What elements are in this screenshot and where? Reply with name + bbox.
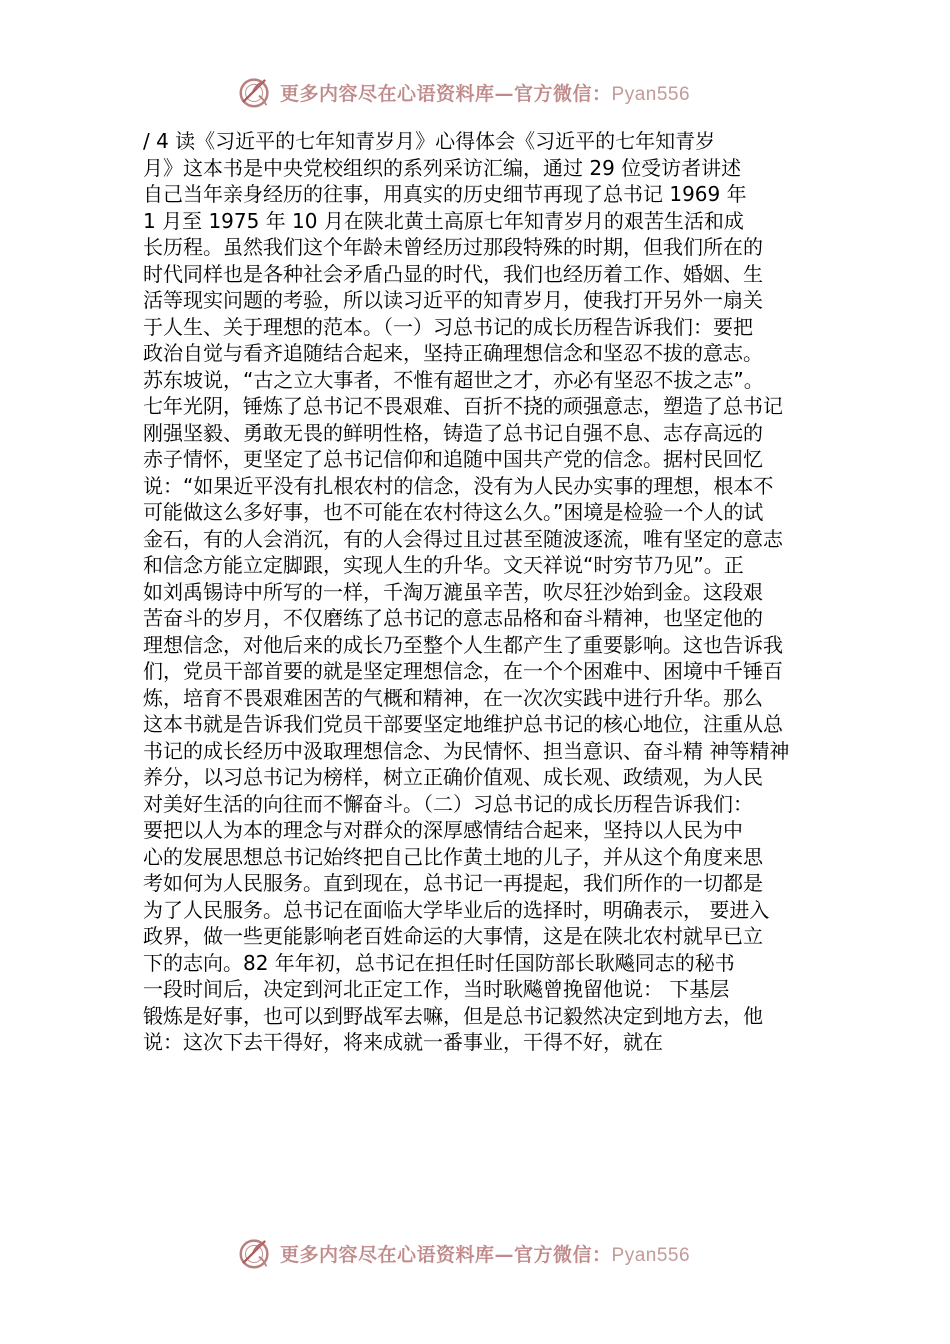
body-line: 政治自觉与看齐追随结合起来，坚持正确理想信念和坚忍不拔的意志。 <box>143 341 763 365</box>
document-body <box>143 128 818 1056</box>
body-line: 自己当年亲身经历的往事，用真实的历史细节再现了总书记 1969 年 <box>143 182 747 206</box>
body-line: 说：“如果近平没有扎根农村的信念，没有为人民办实事的理想，根本不 <box>143 473 774 498</box>
body-line: 说：这次下去干得好，将来成就一番事业，干得不好，就在 <box>143 1030 663 1054</box>
quill-circle-logo-icon <box>236 73 274 111</box>
body-line: 们，党员干部首要的就是坚定理想信念，在一个个困难中、困境中千锤百 <box>143 659 783 683</box>
body-line: 养分，以习总书记为榜样，树立正确价值观、成长观、政绩观，为人民 <box>143 765 763 789</box>
body-line: 锻炼是好事，也可以到野战军去嘛，但是总书记毅然决定到地方去，他 <box>143 1003 763 1028</box>
footer-banner-cn: 更多内容尽在心语资料库—官方微信： <box>280 1243 612 1266</box>
body-line: 活等现实问题的考验，所以读习近平的知青岁月，使我打开另外一扇关 <box>143 288 763 312</box>
quill-circle-logo-icon <box>236 1234 274 1272</box>
body-line: 金石，有的人会消沉，有的人会得过且过甚至随波逐流，唯有坚定的意志 <box>143 526 783 551</box>
body-line: 刚强坚毅、勇敢无畏的鲜明性格，铸造了总书记自强不息、志存高远的 <box>143 420 763 445</box>
body-line: 时代同样也是各种社会矛盾凸显的时代，我们也经历着工作、婚姻、生 <box>143 261 763 286</box>
body-line: 七年光阴，锤炼了总书记不畏艰难、百折不挠的顽强意志，塑造了总书记 <box>143 394 783 418</box>
footer-banner <box>236 1233 736 1273</box>
body-line: 书记的成长经历中汲取理想信念、为民情怀、担当意识、奋斗精 神等精神 <box>143 738 790 763</box>
body-line: 要把以人为本的理念与对群众的深厚感情结合起来，坚持以人民为中 <box>143 818 743 842</box>
body-line: 月》这本书是中央党校组织的系列采访汇编，通过 29 位受访者讲述 <box>143 155 742 180</box>
body-line: 考如何为人民服务。直到现在，总书记一再提起，我们所作的一切都是 <box>143 871 763 895</box>
header-banner-text <box>280 79 690 106</box>
body-line: 苦奋斗的岁月，不仅磨练了总书记的意志品格和奋斗精神，也坚定他的 <box>143 606 763 630</box>
body-line: 一段时间后，决定到河北正定工作，当时耿飚曾挽留他说： 下基层 <box>143 977 730 1001</box>
footer-banner-text <box>280 1240 690 1267</box>
body-line: 可能做这么多好事，也不可能在农村待这么久。”困境是检验一个人的试 <box>143 500 764 524</box>
body-line: 这本书就是告诉我们党员干部要坚定地维护总书记的核心地位，注重从总 <box>143 712 783 736</box>
body-line: 如刘禹锡诗中所写的一样，千淘万漉虽辛苦，吹尽狂沙始到金。这段艰 <box>143 579 763 604</box>
body-line: 1 月至 1975 年 10 月在陕北黄土高原七年知青岁月的艰苦生活和成 <box>143 208 744 233</box>
body-line: 心的发展思想总书记始终把自己比作黄土地的儿子，并从这个角度来思 <box>143 844 763 869</box>
body-line: 理想信念，对他后来的成长乃至整个人生都产生了重要影响。这也告诉我 <box>143 632 783 657</box>
header-banner-id: Pyan556 <box>611 83 691 105</box>
body-line: 对美好生活的向往而不懈奋斗。（二）习总书记的成长历程告诉我们： <box>143 791 753 816</box>
body-line: / 4 读《习近平的七年知青岁月》心得体会《习近平的七年知青岁 <box>143 129 716 153</box>
body-line: 赤子情怀，更坚定了总书记信仰和追随中国共产党的信念。据村民回忆 <box>143 447 763 471</box>
body-line: 下的志向。82 年年初，总书记在担任时任国防部长耿飚同志的秘书 <box>143 950 735 975</box>
body-line: 长历程。虽然我们这个年龄未曾经历过那段特殊的时期，但我们所在的 <box>143 235 763 259</box>
body-line: 炼，培育不畏艰难困苦的气概和精神，在一次次实践中进行升华。那么 <box>143 685 763 710</box>
body-line: 为了人民服务。总书记在面临大学毕业后的选择时，明确表示， 要进入 <box>143 897 770 922</box>
body-line: 政界，做一些更能影响老百姓命运的大事情，这是在陕北农村就早已立 <box>143 924 763 948</box>
header-banner-cn: 更多内容尽在心语资料库—官方微信： <box>280 82 612 105</box>
header-banner <box>236 72 736 112</box>
body-line: 苏东坡说，“古之立大事者，不惟有超世之才，亦必有坚忍不拔之志”。 <box>143 367 764 392</box>
body-line: 和信念方能立定脚跟，实现人生的升华。文天祥说“时穷节乃见”。正 <box>143 553 744 577</box>
footer-banner-id: Pyan556 <box>611 1244 691 1266</box>
body-line: 于人生、关于理想的范本。（一）习总书记的成长历程告诉我们：要把 <box>143 314 753 339</box>
